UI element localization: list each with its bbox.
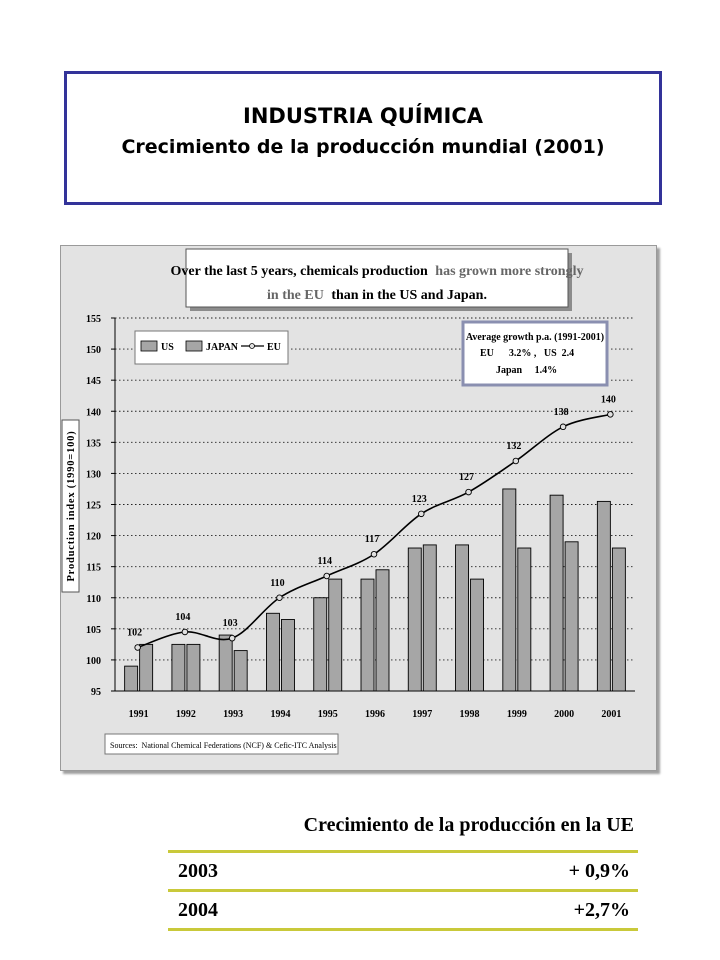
legend — [135, 331, 288, 364]
eu-data-label: 127 — [459, 472, 475, 484]
bar-japan — [329, 579, 342, 691]
bar-japan — [518, 548, 531, 691]
bar-us — [550, 495, 563, 691]
eu-data-label: 123 — [411, 493, 427, 505]
eu-point — [608, 412, 614, 418]
bar-japan — [234, 651, 247, 691]
legend-japan: JAPAN — [206, 342, 239, 353]
eu-data-label: 140 — [600, 394, 616, 406]
growth-note-title: Average growth p.a. (1991-2001) — [465, 332, 605, 343]
eu-point — [466, 489, 472, 495]
bar-us — [503, 489, 516, 691]
x-tick-labels — [129, 709, 622, 720]
table-cell-value: + 0,9% — [568, 860, 630, 882]
eu-point — [513, 458, 519, 464]
bar-us — [361, 579, 374, 691]
eu-point — [229, 635, 235, 641]
table-row — [168, 892, 638, 928]
page-subtitle: Crecimiento de la producción mundial (2001) — [121, 136, 605, 158]
bar-japan — [281, 620, 294, 691]
bar-us — [219, 635, 232, 691]
table-cell-year: 2004 — [178, 899, 218, 921]
eu-data-label: 114 — [317, 555, 332, 567]
bar-us — [172, 644, 185, 691]
y-tick-label: 105 — [86, 624, 101, 636]
y-tick-label: 125 — [86, 500, 101, 512]
x-tick-label: 1999 — [506, 709, 527, 720]
x-tick-label: 1995 — [317, 709, 338, 720]
chart-source: Sources: National Chemical Federations (NCF) & Cefic-ITC Analysis — [110, 741, 337, 750]
y-tick-label: 100 — [86, 655, 101, 667]
x-tick-label: 1993 — [223, 709, 244, 720]
y-tick-label: 140 — [86, 407, 101, 419]
bar-japan — [140, 644, 153, 691]
y-tick-label: 155 — [86, 314, 101, 325]
y-tick-label: 135 — [86, 438, 101, 450]
x-tick-label: 1991 — [128, 709, 149, 720]
bar-japan — [471, 579, 484, 691]
y-tick-label: 115 — [86, 562, 101, 574]
bar-us — [408, 548, 421, 691]
eu-data-label: 104 — [175, 611, 191, 623]
eu-data-label: 110 — [270, 577, 285, 589]
growth-note-line1: EU 3.2% , US 2.4 — [480, 348, 575, 359]
growth-table-title: Crecimiento de la producción en la UE — [303, 814, 634, 836]
eu-point — [135, 645, 141, 651]
bar-japan — [376, 570, 389, 691]
eu-data-label: 102 — [127, 627, 143, 639]
eu-point — [324, 573, 330, 579]
x-tick-label: 1994 — [270, 709, 291, 720]
eu-data-label: 103 — [222, 618, 238, 630]
bar-japan — [423, 545, 436, 691]
eu-point — [182, 629, 188, 635]
bar-us — [456, 545, 469, 691]
page-title: INDUSTRIA QUÍMICA — [243, 104, 483, 128]
eu-point — [560, 424, 566, 430]
y-tick-label: 150 — [86, 345, 101, 357]
y-tick-labels — [86, 314, 115, 698]
eu-point — [418, 511, 424, 517]
legend-eu: EU — [267, 342, 281, 353]
table-cell-year: 2003 — [178, 860, 218, 882]
y-tick-label: 110 — [86, 593, 101, 605]
eu-data-label: 117 — [364, 534, 380, 546]
table-cell-value: +2,7% — [573, 899, 630, 921]
table-row — [168, 853, 638, 889]
x-tick-label: 1992 — [175, 709, 196, 720]
bar-japan — [565, 542, 578, 691]
bar-us — [597, 501, 610, 691]
growth-note-line2: Japan 1.4% — [496, 365, 558, 376]
x-tick-label: 1997 — [412, 709, 433, 720]
eu-data-label: 138 — [553, 406, 569, 418]
bar-japan — [612, 548, 625, 691]
eu-point — [277, 595, 283, 601]
x-tick-label: 1998 — [459, 709, 480, 720]
chart-title-line2: in the EU than in the US and Japan. — [267, 288, 487, 303]
x-tick-label: 2000 — [554, 709, 575, 720]
eu-point — [371, 551, 377, 557]
bar-us — [266, 613, 279, 691]
x-tick-label: 1996 — [365, 709, 385, 720]
y-axis-title: Production index (1990=100) — [66, 430, 77, 582]
growth-table — [168, 812, 638, 931]
y-tick-label: 130 — [86, 469, 101, 481]
eu-data-label: 132 — [506, 440, 522, 452]
table-rule — [168, 928, 638, 931]
y-tick-label: 120 — [86, 531, 101, 543]
bar-us — [314, 598, 327, 691]
x-tick-label: 2001 — [601, 709, 622, 720]
legend-us: US — [161, 342, 174, 353]
y-tick-label: 95 — [91, 687, 101, 698]
bar-us — [125, 666, 138, 691]
y-tick-label: 145 — [86, 376, 101, 388]
growth-note — [463, 322, 607, 385]
bar-japan — [187, 644, 200, 691]
chart-title-line1: Over the last 5 years, chemicals production has grown more strongly — [170, 264, 584, 279]
